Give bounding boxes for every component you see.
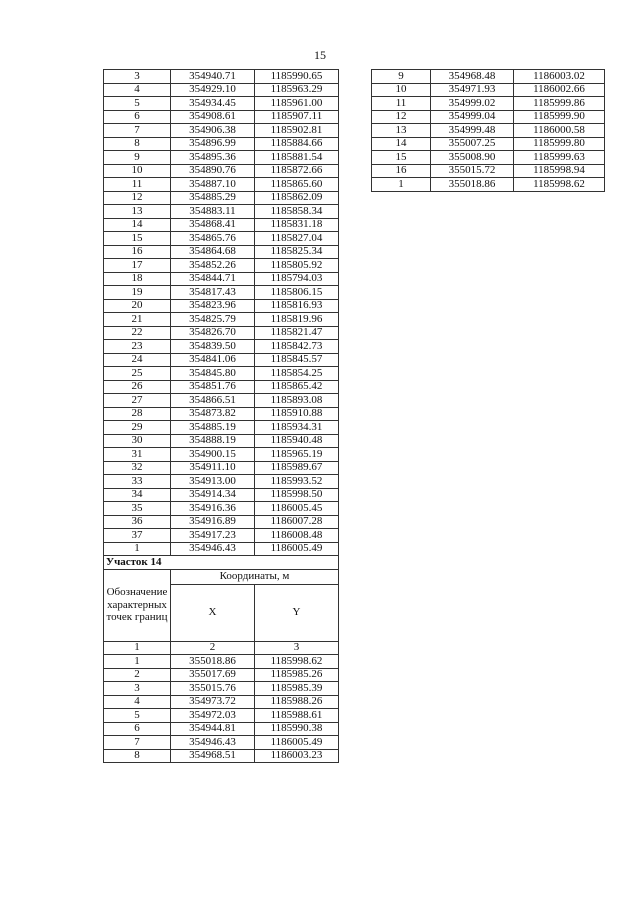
table-row — [372, 137, 605, 151]
y-coordinate-cell: 1185961.00 — [255, 97, 339, 111]
x-coordinate-cell: 354946.43 — [171, 736, 255, 750]
point-number-cell: 13 — [104, 205, 171, 219]
point-number-cell: 12 — [104, 191, 171, 205]
y-coordinate-cell: 1185993.52 — [255, 475, 339, 489]
table-row — [104, 137, 339, 151]
table-row — [104, 286, 339, 300]
y-coordinate-cell: 1186000.58 — [514, 124, 605, 138]
x-coordinate-cell: 354887.10 — [171, 178, 255, 192]
x-coordinate-cell: 354873.82 — [171, 407, 255, 421]
table-row — [104, 502, 339, 516]
point-number-cell: 18 — [104, 272, 171, 286]
x-coordinate-cell: 354845.80 — [171, 367, 255, 381]
column-number-row — [104, 641, 339, 655]
x-coordinate-cell: 355015.72 — [431, 164, 514, 178]
y-coordinate-cell: 1185998.62 — [255, 655, 339, 669]
x-coordinate-cell: 354968.51 — [171, 749, 255, 763]
x-coordinate-cell: 354844.71 — [171, 272, 255, 286]
point-number-cell: 23 — [104, 340, 171, 354]
y-coordinate-cell: 1186005.45 — [255, 502, 339, 516]
point-number-cell: 35 — [104, 502, 171, 516]
x-coordinate-cell: 354917.23 — [171, 529, 255, 543]
y-coordinate-cell: 1185990.38 — [255, 722, 339, 736]
table-row — [372, 151, 605, 165]
y-coordinate-cell: 1185999.86 — [514, 97, 605, 111]
x-coordinate-cell: 354852.26 — [171, 259, 255, 273]
point-number-cell: 5 — [104, 709, 171, 723]
point-number-cell: 37 — [104, 529, 171, 543]
table-row — [104, 70, 339, 84]
y-coordinate-cell: 1186003.23 — [255, 749, 339, 763]
x-coordinate-cell: 355008.90 — [431, 151, 514, 165]
table-row — [104, 124, 339, 138]
y-coordinate-cell: 1185910.88 — [255, 407, 339, 421]
table-row — [104, 340, 339, 354]
column-number-cell: 1 — [104, 641, 171, 655]
right-table-body — [372, 70, 605, 192]
y-coordinate-cell: 1185831.18 — [255, 218, 339, 232]
point-number-cell: 16 — [372, 164, 431, 178]
x-coordinate-cell: 354895.36 — [171, 151, 255, 165]
x-coordinate-cell: 354896.99 — [171, 137, 255, 151]
table-row — [104, 475, 339, 489]
x-coordinate-cell: 354929.10 — [171, 83, 255, 97]
point-number-cell: 11 — [372, 97, 431, 111]
x-coordinate-cell: 354885.29 — [171, 191, 255, 205]
x-coordinate-cell: 354868.41 — [171, 218, 255, 232]
left-table-body — [104, 70, 339, 763]
y-coordinate-cell: 1185998.50 — [255, 488, 339, 502]
y-coordinate-cell: 1185827.04 — [255, 232, 339, 246]
table-row — [104, 421, 339, 435]
y-coordinate-cell: 1185990.65 — [255, 70, 339, 84]
y-coordinate-cell: 1185865.60 — [255, 178, 339, 192]
point-number-cell: 34 — [104, 488, 171, 502]
point-number-cell: 3 — [104, 70, 171, 84]
table-row — [104, 448, 339, 462]
x-coordinate-cell: 354946.43 — [171, 542, 255, 556]
x-coordinate-cell: 354883.11 — [171, 205, 255, 219]
point-number-cell: 7 — [104, 124, 171, 138]
table-row — [104, 272, 339, 286]
x-coordinate-cell: 355018.86 — [431, 178, 514, 192]
x-coordinate-cell: 354973.72 — [171, 695, 255, 709]
point-number-cell: 14 — [372, 137, 431, 151]
point-number-cell: 36 — [104, 515, 171, 529]
y-coordinate-cell: 1185872.66 — [255, 164, 339, 178]
coordinates-header: Координаты, м — [171, 569, 339, 584]
x-coordinate-cell: 354817.43 — [171, 286, 255, 300]
table-row — [372, 178, 605, 192]
y-coordinate-cell: 1185934.31 — [255, 421, 339, 435]
x-coordinate-cell: 354866.51 — [171, 394, 255, 408]
table-row — [104, 668, 339, 682]
y-coordinate-cell: 1185862.09 — [255, 191, 339, 205]
table-row — [104, 682, 339, 696]
point-number-cell: 29 — [104, 421, 171, 435]
column-number-cell: 3 — [255, 641, 339, 655]
x-coordinate-cell: 354839.50 — [171, 340, 255, 354]
y-coordinate-cell: 1185805.92 — [255, 259, 339, 273]
x-coordinate-cell: 354908.61 — [171, 110, 255, 124]
table-row — [104, 380, 339, 394]
y-coordinate-cell: 1185842.73 — [255, 340, 339, 354]
point-number-cell: 1 — [104, 655, 171, 669]
x-coordinate-cell: 354890.76 — [171, 164, 255, 178]
y-coordinate-cell: 1185902.81 — [255, 124, 339, 138]
table-row — [372, 83, 605, 97]
x-coordinate-cell: 354914.34 — [171, 488, 255, 502]
point-number-cell: 22 — [104, 326, 171, 340]
x-coordinate-cell: 354940.71 — [171, 70, 255, 84]
y-coordinate-cell: 1185985.26 — [255, 668, 339, 682]
table-row — [372, 110, 605, 124]
y-coordinate-cell: 1185999.80 — [514, 137, 605, 151]
point-number-cell: 28 — [104, 407, 171, 421]
y-coordinate-cell: 1185940.48 — [255, 434, 339, 448]
point-number-cell: 26 — [104, 380, 171, 394]
point-number-cell: 15 — [372, 151, 431, 165]
table-row — [104, 191, 339, 205]
y-coordinate-cell: 1185999.63 — [514, 151, 605, 165]
x-coordinate-cell: 354971.93 — [431, 83, 514, 97]
table-row — [104, 695, 339, 709]
point-number-cell: 14 — [104, 218, 171, 232]
y-coordinate-cell: 1185819.96 — [255, 313, 339, 327]
x-coordinate-cell: 354916.89 — [171, 515, 255, 529]
point-number-cell: 9 — [104, 151, 171, 165]
table-row — [104, 542, 339, 556]
y-coordinate-cell: 1186005.49 — [255, 736, 339, 750]
table-row — [104, 353, 339, 367]
x-coordinate-cell: 354825.79 — [171, 313, 255, 327]
y-coordinate-cell: 1186003.02 — [514, 70, 605, 84]
point-number-cell: 20 — [104, 299, 171, 313]
point-number-cell: 8 — [104, 137, 171, 151]
table-row — [104, 232, 339, 246]
point-number-cell: 21 — [104, 313, 171, 327]
x-coordinate-cell: 354864.68 — [171, 245, 255, 259]
y-coordinate-cell: 1185858.34 — [255, 205, 339, 219]
y-coordinate-cell: 1185806.15 — [255, 286, 339, 300]
point-number-cell: 3 — [104, 682, 171, 696]
table-row — [372, 70, 605, 84]
x-coordinate-cell: 354999.04 — [431, 110, 514, 124]
point-designation-header: Обозначение характерных точек границ — [104, 569, 171, 641]
table-row — [104, 394, 339, 408]
x-coordinate-cell: 354972.03 — [171, 709, 255, 723]
y-coordinate-cell: 1185998.94 — [514, 164, 605, 178]
y-coordinate-cell: 1185881.54 — [255, 151, 339, 165]
point-number-cell: 12 — [372, 110, 431, 124]
x-coordinate-cell: 354826.70 — [171, 326, 255, 340]
table-row — [104, 326, 339, 340]
y-coordinate-cell: 1185854.25 — [255, 367, 339, 381]
point-number-cell: 13 — [372, 124, 431, 138]
point-number-cell: 7 — [104, 736, 171, 750]
y-coordinate-cell: 1185988.26 — [255, 695, 339, 709]
page-number: 15 — [314, 48, 326, 62]
point-number-cell: 1 — [104, 542, 171, 556]
point-number-cell: 10 — [104, 164, 171, 178]
y-coordinate-cell: 1185998.62 — [514, 178, 605, 192]
table-row — [372, 124, 605, 138]
coordinates-table-left — [103, 69, 339, 763]
y-coordinate-cell: 1185794.03 — [255, 272, 339, 286]
point-number-cell: 27 — [104, 394, 171, 408]
x-coordinate-cell: 354865.76 — [171, 232, 255, 246]
table-row — [104, 529, 339, 543]
y-coordinate-cell: 1185845.57 — [255, 353, 339, 367]
point-number-cell: 8 — [104, 749, 171, 763]
point-number-cell: 10 — [372, 83, 431, 97]
table-row — [104, 407, 339, 421]
table-row — [104, 299, 339, 313]
table-row — [104, 178, 339, 192]
point-number-cell: 33 — [104, 475, 171, 489]
y-coordinate-cell: 1185893.08 — [255, 394, 339, 408]
x-coordinate-cell: 355007.25 — [431, 137, 514, 151]
y-coordinate-cell: 1186005.49 — [255, 542, 339, 556]
table-row — [104, 151, 339, 165]
x-coordinate-cell: 354885.19 — [171, 421, 255, 435]
y-coordinate-cell: 1186007.28 — [255, 515, 339, 529]
x-coordinate-cell: 354934.45 — [171, 97, 255, 111]
x-coordinate-cell: 354999.02 — [431, 97, 514, 111]
x-coordinate-cell: 354888.19 — [171, 434, 255, 448]
table-row — [104, 259, 339, 273]
y-coordinate-cell: 1185985.39 — [255, 682, 339, 696]
point-number-cell: 15 — [104, 232, 171, 246]
table-row — [104, 461, 339, 475]
table-row — [104, 367, 339, 381]
table-row — [104, 655, 339, 669]
x-coordinate-cell: 354823.96 — [171, 299, 255, 313]
y-coordinate-cell: 1185884.66 — [255, 137, 339, 151]
point-number-cell: 1 — [372, 178, 431, 192]
coordinates-table-right — [371, 69, 605, 192]
column-number-cell: 2 — [171, 641, 255, 655]
y-coordinate-cell: 1185965.19 — [255, 448, 339, 462]
x-coordinate-cell: 355015.76 — [171, 682, 255, 696]
table-row — [104, 722, 339, 736]
table-row — [372, 97, 605, 111]
y-coordinate-cell: 1185821.47 — [255, 326, 339, 340]
table-row — [104, 97, 339, 111]
point-number-cell: 16 — [104, 245, 171, 259]
table-row — [104, 110, 339, 124]
point-number-cell: 25 — [104, 367, 171, 381]
y-coordinate-cell: 1185825.34 — [255, 245, 339, 259]
y-coordinate-cell: 1186002.66 — [514, 83, 605, 97]
table-row — [104, 218, 339, 232]
y-coordinate-cell: 1185816.93 — [255, 299, 339, 313]
y-coordinate-cell: 1185865.42 — [255, 380, 339, 394]
table-row — [104, 488, 339, 502]
point-number-cell: 32 — [104, 461, 171, 475]
x-coordinate-cell: 355017.69 — [171, 668, 255, 682]
section-title-row — [104, 556, 339, 570]
point-number-cell: 6 — [104, 722, 171, 736]
point-number-cell: 6 — [104, 110, 171, 124]
x-coordinate-cell: 354944.81 — [171, 722, 255, 736]
point-number-cell: 4 — [104, 83, 171, 97]
table-row — [104, 205, 339, 219]
table-row — [104, 515, 339, 529]
point-number-cell: 24 — [104, 353, 171, 367]
y-coordinate-cell: 1185988.61 — [255, 709, 339, 723]
x-coordinate-cell: 354913.00 — [171, 475, 255, 489]
point-number-cell: 31 — [104, 448, 171, 462]
y-coordinate-cell: 1186008.48 — [255, 529, 339, 543]
y-coordinate-cell: 1185989.67 — [255, 461, 339, 475]
point-number-cell: 11 — [104, 178, 171, 192]
table-row — [104, 245, 339, 259]
point-number-cell: 5 — [104, 97, 171, 111]
x-coordinate-cell: 354851.76 — [171, 380, 255, 394]
x-coordinate-cell: 355018.86 — [171, 655, 255, 669]
table-row — [104, 709, 339, 723]
y-header: Y — [255, 584, 339, 641]
x-coordinate-cell: 354911.10 — [171, 461, 255, 475]
y-coordinate-cell: 1185963.29 — [255, 83, 339, 97]
x-coordinate-cell: 354900.15 — [171, 448, 255, 462]
x-coordinate-cell: 354916.36 — [171, 502, 255, 516]
table-row — [104, 736, 339, 750]
point-number-cell: 2 — [104, 668, 171, 682]
point-number-cell: 4 — [104, 695, 171, 709]
x-coordinate-cell: 354999.48 — [431, 124, 514, 138]
point-number-cell: 17 — [104, 259, 171, 273]
x-header: X — [171, 584, 255, 641]
point-number-cell: 30 — [104, 434, 171, 448]
x-coordinate-cell: 354841.06 — [171, 353, 255, 367]
table-row — [104, 164, 339, 178]
x-coordinate-cell: 354906.38 — [171, 124, 255, 138]
y-coordinate-cell: 1185907.11 — [255, 110, 339, 124]
point-number-cell: 9 — [372, 70, 431, 84]
header-row-group — [104, 569, 339, 584]
point-number-cell: 19 — [104, 286, 171, 300]
section-title: Участок 14 — [104, 556, 339, 570]
table-row — [104, 83, 339, 97]
x-coordinate-cell: 354968.48 — [431, 70, 514, 84]
table-row — [104, 749, 339, 763]
table-row — [104, 313, 339, 327]
table-row — [104, 434, 339, 448]
y-coordinate-cell: 1185999.90 — [514, 110, 605, 124]
table-row — [372, 164, 605, 178]
